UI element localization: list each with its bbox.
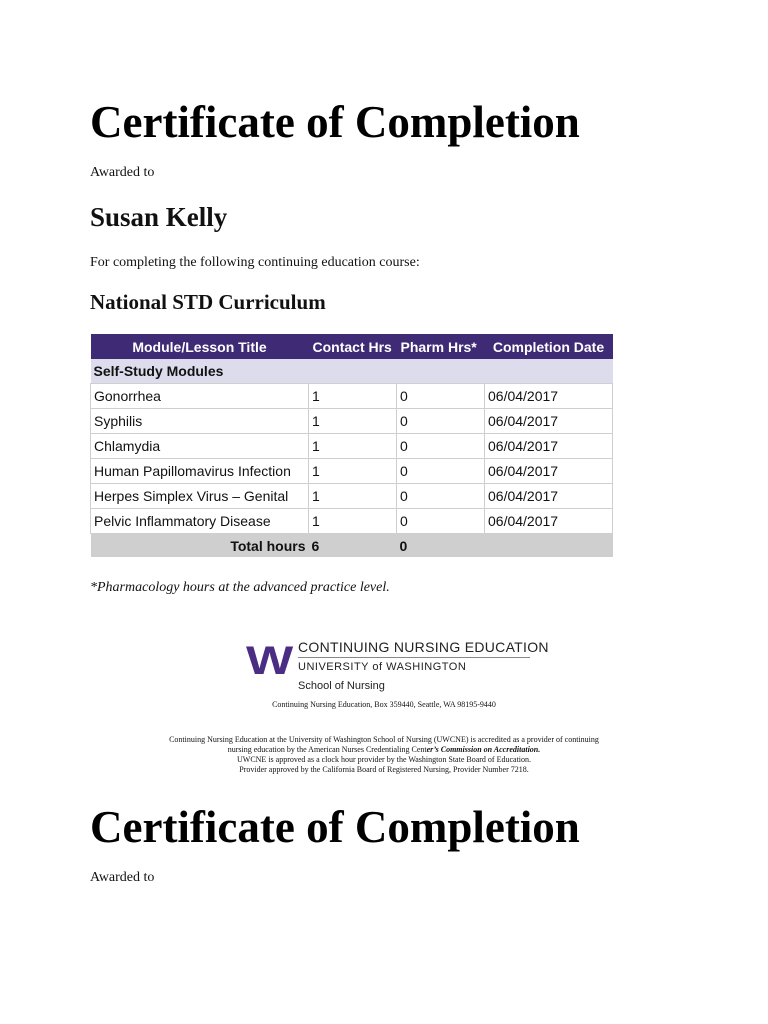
contact-hrs: 1: [309, 434, 397, 459]
completion-date: 06/04/2017: [485, 484, 613, 509]
table-header-row: [91, 334, 613, 359]
total-label: Total hours: [91, 534, 309, 558]
module-title: Syphilis: [91, 409, 309, 434]
total-pharm-hrs: 0: [397, 534, 485, 558]
course-description: For completing the following continuing education course:: [90, 255, 420, 270]
header-pharm-hrs: Pharm Hrs*: [397, 334, 485, 359]
second-awarded-to-label: Awarded to: [90, 870, 155, 885]
pharm-hrs: 0: [397, 509, 485, 534]
table-row: [91, 484, 613, 509]
table-row: [91, 434, 613, 459]
pharm-hrs: 0: [397, 434, 485, 459]
footnote: *Pharmacology hours at the advanced practice level.: [90, 580, 390, 595]
contact-hrs: 1: [309, 459, 397, 484]
module-title: Herpes Simplex Virus – Genital: [91, 484, 309, 509]
accreditation-line-2: [120, 745, 648, 755]
table-row: [91, 459, 613, 484]
contact-hrs: 1: [309, 409, 397, 434]
table-row: [91, 509, 613, 534]
pharm-hrs: 0: [397, 409, 485, 434]
total-empty-cell: [485, 534, 613, 558]
pharm-hrs: 0: [397, 459, 485, 484]
awarded-to-label: Awarded to: [90, 165, 155, 180]
accreditation-statement: [120, 735, 648, 775]
modules-table: [90, 334, 613, 557]
module-title: Gonorrhea: [91, 384, 309, 409]
pharm-hrs: 0: [397, 484, 485, 509]
uw-cne-logo: [246, 637, 549, 697]
section-label: Self-Study Modules: [91, 359, 613, 384]
mailing-address: Continuing Nursing Education, Box 359440, Seattle, WA 98195-9440: [272, 700, 496, 709]
accreditation-line-3: UWCNE is approved as a clock hour provider by the Washington State Board of Education.: [236, 755, 532, 764]
accreditation-line-4: Provider approved by the California Board of Registered Nursing, Provider Number 7218.: [239, 765, 529, 774]
header-completion-date: Completion Date: [485, 334, 613, 359]
recipient-name: Susan Kelly: [90, 202, 228, 232]
header-module-title: Module/Lesson Title: [91, 334, 309, 359]
completion-date: 06/04/2017: [485, 409, 613, 434]
completion-date: 06/04/2017: [485, 384, 613, 409]
section-row: [91, 359, 613, 384]
second-certificate-title: Certificate of Completion: [90, 802, 580, 852]
completion-date: 06/04/2017: [485, 459, 613, 484]
logo-line-university: UNIVERSITY of WASHINGTON: [298, 661, 467, 673]
accreditation-line-2b: er’s Commission on Accreditation.: [426, 745, 541, 754]
table-row: [91, 409, 613, 434]
pharm-hrs: 0: [397, 384, 485, 409]
completion-date: 06/04/2017: [485, 434, 613, 459]
course-title: National STD Curriculum: [90, 290, 326, 314]
accreditation-line-2a: nursing education by the American Nurses Credentialing Cent: [227, 745, 427, 754]
logo-line-cne: CONTINUING NURSING EDUCATION: [298, 639, 549, 655]
uw-w-logo-mark: W: [246, 639, 291, 683]
logo-divider: [298, 657, 530, 658]
contact-hrs: 1: [309, 384, 397, 409]
contact-hrs: 1: [309, 484, 397, 509]
certificate-title: Certificate of Completion: [90, 97, 580, 147]
contact-hrs: 1: [309, 509, 397, 534]
accreditation-line-1: Continuing Nursing Education at the University of Washington School of Nursing (UWCNE) is accredited as a provider of continuing: [169, 735, 599, 744]
completion-date: 06/04/2017: [485, 509, 613, 534]
total-contact-hrs: 6: [309, 534, 397, 558]
header-contact-hrs: Contact Hrs: [309, 334, 397, 359]
module-title: Chlamydia: [91, 434, 309, 459]
total-row: [91, 534, 613, 558]
table-row: [91, 384, 613, 409]
module-title: Pelvic Inflammatory Disease: [91, 509, 309, 534]
logo-line-school: School of Nursing: [298, 680, 385, 692]
module-title: Human Papillomavirus Infection: [91, 459, 309, 484]
